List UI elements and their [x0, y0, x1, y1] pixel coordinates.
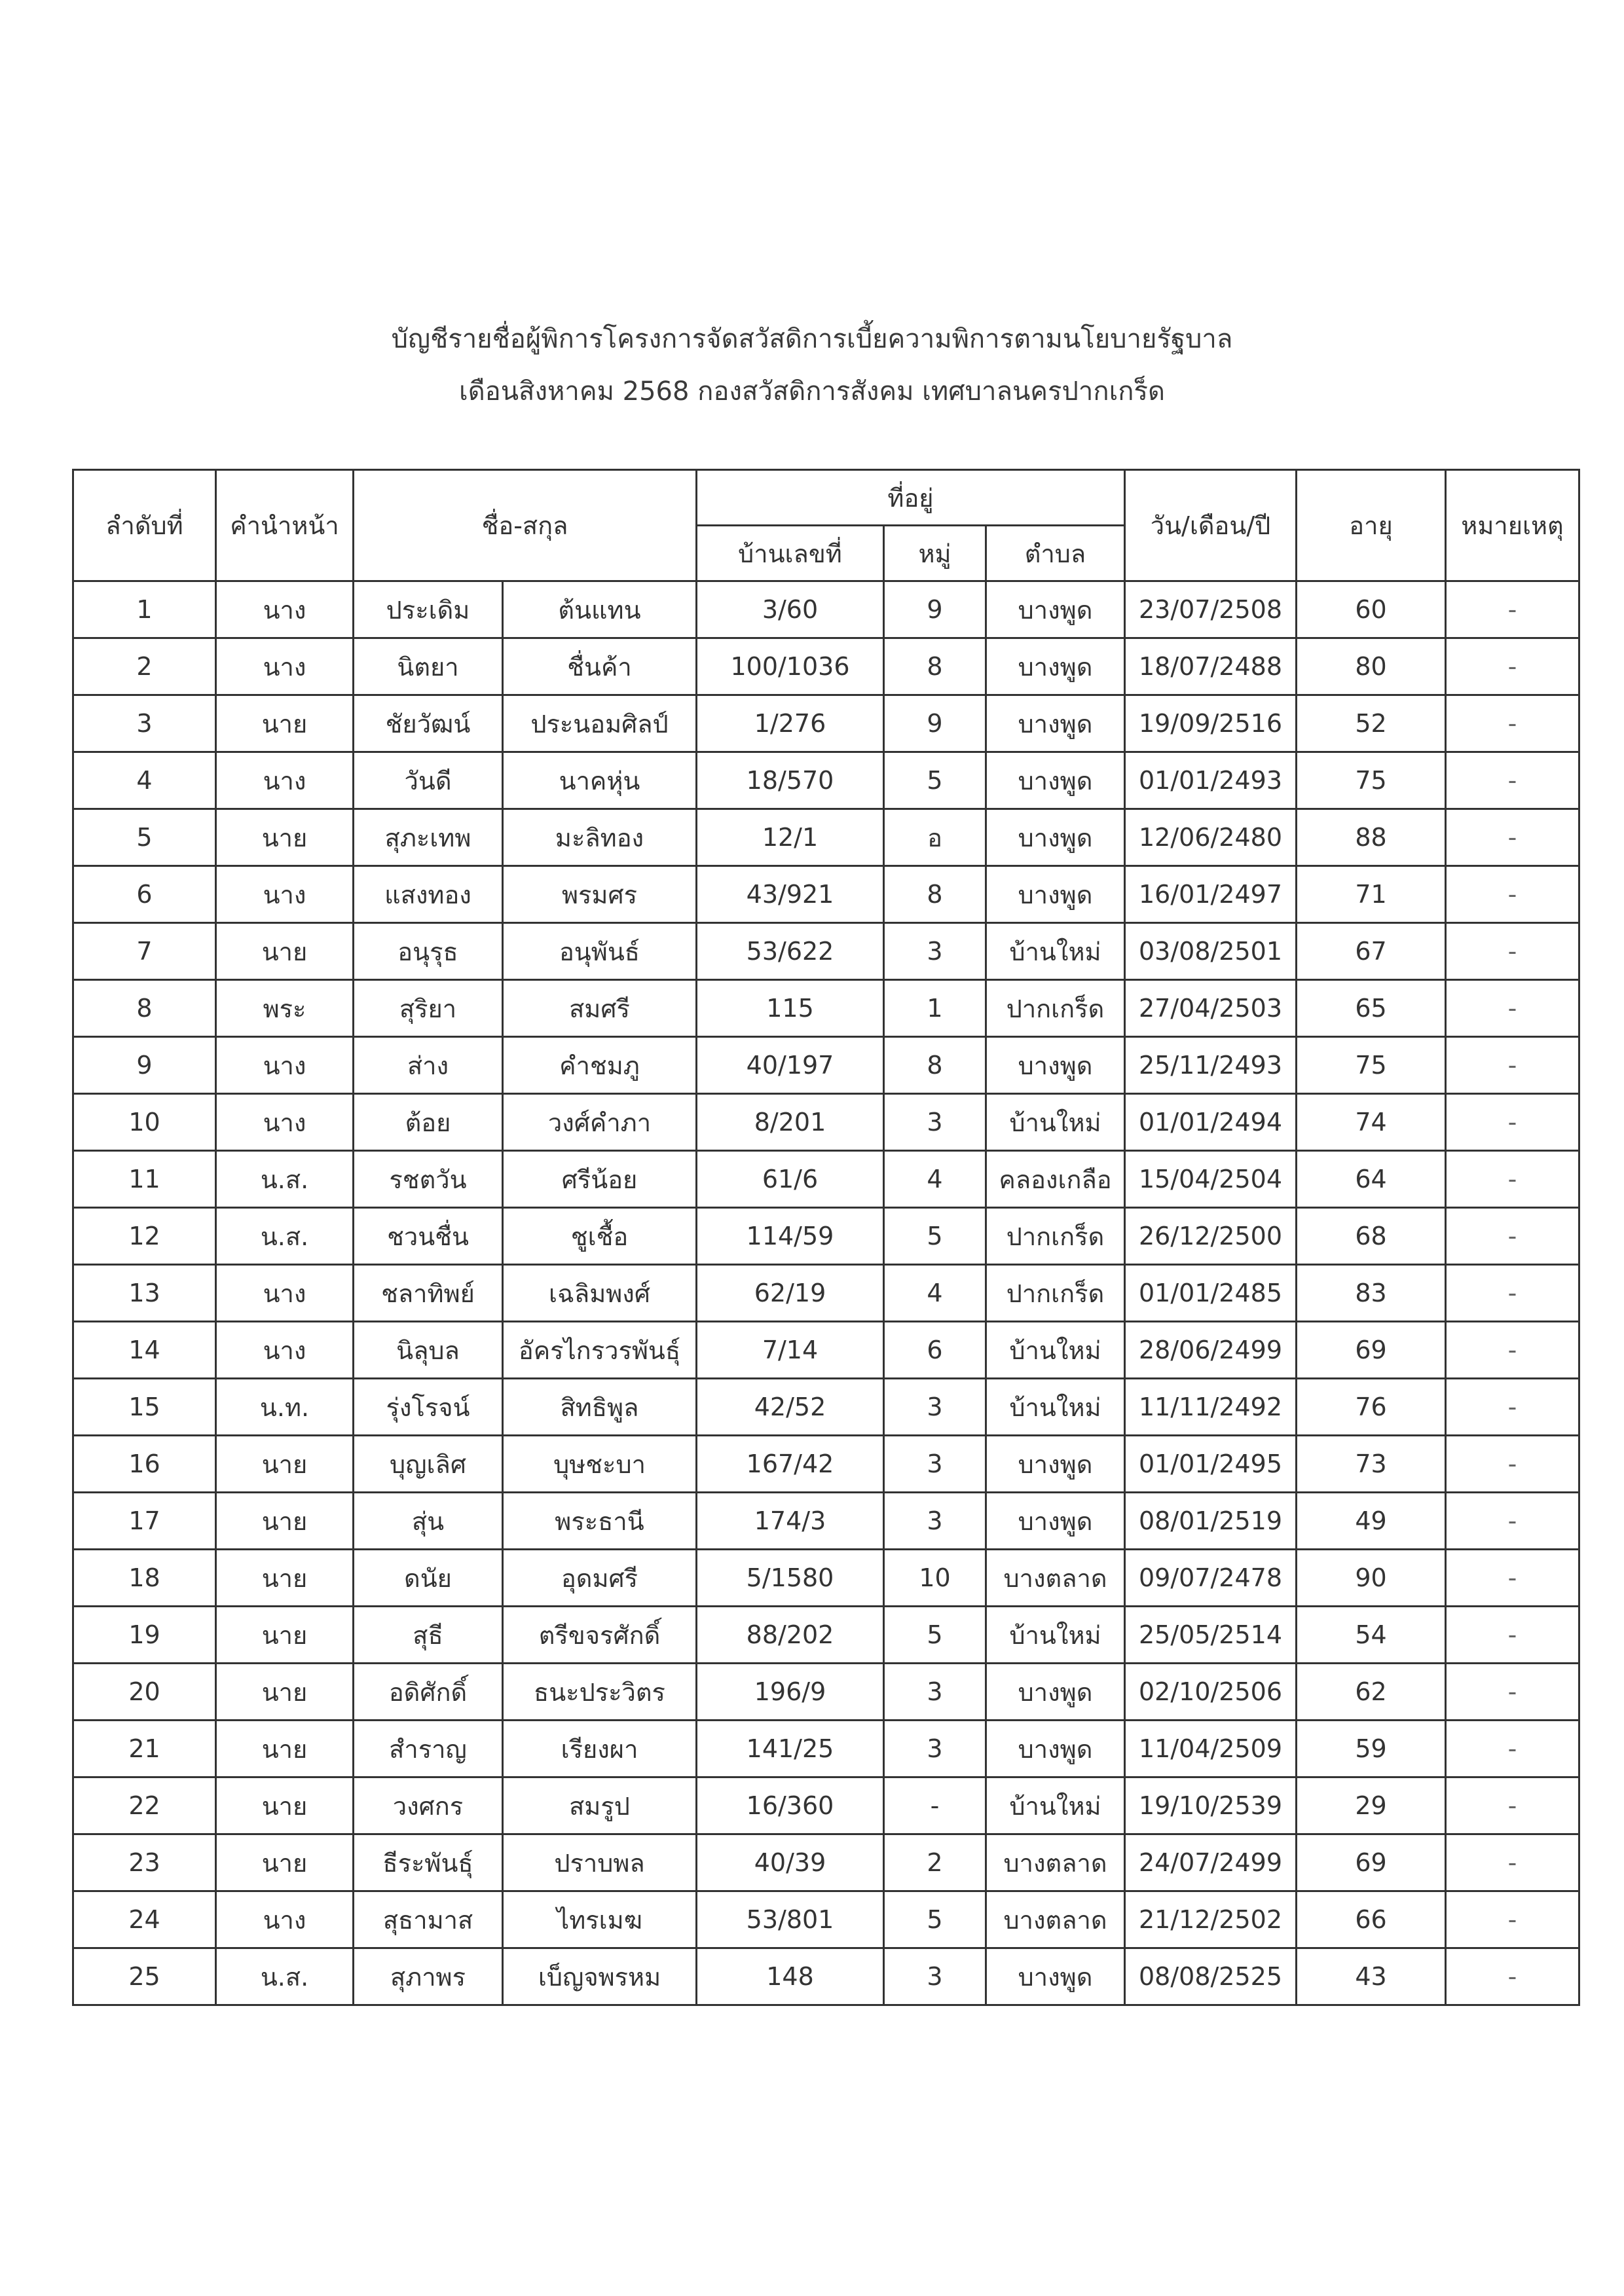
- cell-house-no: 62/19: [697, 1265, 884, 1322]
- cell-age: 52: [1297, 695, 1446, 752]
- cell-dob: 25/11/2493: [1125, 1037, 1297, 1094]
- cell-dob: 08/01/2519: [1125, 1493, 1297, 1550]
- cell-dob: 11/11/2492: [1125, 1379, 1297, 1436]
- cell-first-name: รุ่งโรจน์: [354, 1379, 503, 1436]
- cell-tambon: บางพูด: [986, 581, 1125, 638]
- cell-moo: 3: [884, 1379, 986, 1436]
- cell-house-no: 100/1036: [697, 638, 884, 695]
- cell-last-name: ต้นแทน: [503, 581, 697, 638]
- cell-remark: -: [1446, 923, 1579, 980]
- cell-last-name: อนุพันธ์: [503, 923, 697, 980]
- cell-moo: 8: [884, 1037, 986, 1094]
- cell-prefix: นาย: [216, 695, 354, 752]
- cell-dob: 08/08/2525: [1125, 1948, 1297, 2005]
- cell-age: 67: [1297, 923, 1446, 980]
- cell-age: 62: [1297, 1664, 1446, 1721]
- cell-last-name: เรียงผา: [503, 1721, 697, 1777]
- cell-house-no: 42/52: [697, 1379, 884, 1436]
- cell-last-name: นาคหุ่น: [503, 752, 697, 809]
- cell-house-no: 53/622: [697, 923, 884, 980]
- cell-prefix: น.ส.: [216, 1151, 354, 1208]
- cell-first-name: อดิศักดิ์: [354, 1664, 503, 1721]
- cell-dob: 26/12/2500: [1125, 1208, 1297, 1265]
- cell-no: 14: [73, 1322, 216, 1379]
- cell-no: 16: [73, 1436, 216, 1493]
- cell-age: 66: [1297, 1891, 1446, 1948]
- cell-no: 11: [73, 1151, 216, 1208]
- cell-first-name: ธีระพันธุ์: [354, 1834, 503, 1891]
- cell-remark: -: [1446, 1948, 1579, 2005]
- cell-remark: -: [1446, 1436, 1579, 1493]
- cell-remark: -: [1446, 1777, 1579, 1834]
- cell-remark: -: [1446, 1834, 1579, 1891]
- cell-age: 43: [1297, 1948, 1446, 2005]
- cell-age: 29: [1297, 1777, 1446, 1834]
- cell-first-name: บุญเลิศ: [354, 1436, 503, 1493]
- cell-remark: -: [1446, 752, 1579, 809]
- cell-first-name: ส่าง: [354, 1037, 503, 1094]
- table-body: [73, 581, 1579, 2005]
- cell-house-no: 40/39: [697, 1834, 884, 1891]
- header-dob: วัน/เดือน/ปี: [1125, 470, 1297, 581]
- cell-prefix: นาง: [216, 866, 354, 923]
- cell-moo: 3: [884, 1948, 986, 2005]
- cell-no: 7: [73, 923, 216, 980]
- cell-age: 68: [1297, 1208, 1446, 1265]
- cell-prefix: นาย: [216, 1493, 354, 1550]
- cell-no: 20: [73, 1664, 216, 1721]
- cell-prefix: นาง: [216, 638, 354, 695]
- cell-prefix: นาย: [216, 1777, 354, 1834]
- cell-remark: -: [1446, 581, 1579, 638]
- cell-moo: -: [884, 1777, 986, 1834]
- cell-remark: -: [1446, 1208, 1579, 1265]
- cell-first-name: วันดี: [354, 752, 503, 809]
- cell-no: 24: [73, 1891, 216, 1948]
- cell-remark: -: [1446, 1379, 1579, 1436]
- cell-house-no: 167/42: [697, 1436, 884, 1493]
- table-row: [73, 1550, 1579, 1607]
- cell-dob: 21/12/2502: [1125, 1891, 1297, 1948]
- cell-house-no: 115: [697, 980, 884, 1037]
- cell-dob: 01/01/2494: [1125, 1094, 1297, 1151]
- cell-first-name: นิตยา: [354, 638, 503, 695]
- cell-moo: 2: [884, 1834, 986, 1891]
- table-row: [73, 1436, 1579, 1493]
- cell-last-name: ปราบพล: [503, 1834, 697, 1891]
- cell-last-name: ธนะประวิตร: [503, 1664, 697, 1721]
- cell-tambon: บางพูด: [986, 752, 1125, 809]
- cell-moo: 8: [884, 638, 986, 695]
- cell-remark: -: [1446, 1151, 1579, 1208]
- cell-remark: -: [1446, 1721, 1579, 1777]
- cell-last-name: ชื่นค้า: [503, 638, 697, 695]
- cell-tambon: ปากเกร็ด: [986, 1265, 1125, 1322]
- cell-house-no: 88/202: [697, 1607, 884, 1664]
- cell-remark: -: [1446, 1322, 1579, 1379]
- cell-dob: 12/06/2480: [1125, 809, 1297, 866]
- cell-first-name: ต้อย: [354, 1094, 503, 1151]
- cell-no: 1: [73, 581, 216, 638]
- cell-last-name: พรมศร: [503, 866, 697, 923]
- table-row: [73, 1891, 1579, 1948]
- cell-remark: -: [1446, 866, 1579, 923]
- cell-moo: 3: [884, 1664, 986, 1721]
- header-age: อายุ: [1297, 470, 1446, 581]
- cell-age: 80: [1297, 638, 1446, 695]
- cell-prefix: นาย: [216, 1436, 354, 1493]
- cell-dob: 11/04/2509: [1125, 1721, 1297, 1777]
- cell-prefix: นาง: [216, 752, 354, 809]
- cell-age: 71: [1297, 866, 1446, 923]
- header-tambon: ตำบล: [986, 526, 1125, 581]
- cell-last-name: เบ็ญจพรหม: [503, 1948, 697, 2005]
- cell-age: 74: [1297, 1094, 1446, 1151]
- cell-age: 69: [1297, 1322, 1446, 1379]
- cell-moo: 5: [884, 1208, 986, 1265]
- cell-no: 15: [73, 1379, 216, 1436]
- cell-remark: -: [1446, 980, 1579, 1037]
- cell-moo: 4: [884, 1151, 986, 1208]
- table-row: [73, 1607, 1579, 1664]
- cell-first-name: สุภะเทพ: [354, 809, 503, 866]
- cell-age: 69: [1297, 1834, 1446, 1891]
- cell-first-name: ชลาทิพย์: [354, 1265, 503, 1322]
- cell-last-name: ตรีขจรศักดิ์: [503, 1607, 697, 1664]
- cell-house-no: 61/6: [697, 1151, 884, 1208]
- cell-tambon: บางพูด: [986, 1948, 1125, 2005]
- cell-tambon: บ้านใหม่: [986, 923, 1125, 980]
- table-row: [73, 581, 1579, 638]
- cell-moo: 3: [884, 1721, 986, 1777]
- cell-last-name: บุษชะบา: [503, 1436, 697, 1493]
- cell-tambon: บางพูด: [986, 1493, 1125, 1550]
- cell-first-name: อนุรุธ: [354, 923, 503, 980]
- cell-first-name: สุภาพร: [354, 1948, 503, 2005]
- cell-tambon: บางตลาด: [986, 1834, 1125, 1891]
- cell-no: 13: [73, 1265, 216, 1322]
- table-row: [73, 638, 1579, 695]
- cell-house-no: 196/9: [697, 1664, 884, 1721]
- header-name: ชื่อ-สกุล: [354, 470, 697, 581]
- title-line-1: บัญชีรายชื่อผู้พิการโครงการจัดสวัสดิการเบี้ยความพิการตามนโยบายรัฐบาล: [391, 324, 1233, 354]
- cell-age: 73: [1297, 1436, 1446, 1493]
- cell-prefix: นาย: [216, 1550, 354, 1607]
- table-row: [73, 1322, 1579, 1379]
- cell-no: 10: [73, 1094, 216, 1151]
- cell-tambon: ปากเกร็ด: [986, 980, 1125, 1037]
- cell-no: 18: [73, 1550, 216, 1607]
- cell-moo: 10: [884, 1550, 986, 1607]
- table-header: [73, 470, 1579, 581]
- cell-dob: 02/10/2506: [1125, 1664, 1297, 1721]
- cell-first-name: สุธามาส: [354, 1891, 503, 1948]
- cell-last-name: สิทธิพูล: [503, 1379, 697, 1436]
- cell-dob: 16/01/2497: [1125, 866, 1297, 923]
- cell-tambon: บางตลาด: [986, 1550, 1125, 1607]
- cell-prefix: น.ท.: [216, 1379, 354, 1436]
- header-remark: หมายเหตุ: [1446, 470, 1579, 581]
- cell-age: 75: [1297, 752, 1446, 809]
- cell-prefix: นาย: [216, 1721, 354, 1777]
- table-row: [73, 1721, 1579, 1777]
- cell-house-no: 7/14: [697, 1322, 884, 1379]
- cell-last-name: ประนอมศิลป์: [503, 695, 697, 752]
- cell-prefix: นาง: [216, 1891, 354, 1948]
- table-row: [73, 923, 1579, 980]
- cell-prefix: น.ส.: [216, 1948, 354, 2005]
- cell-first-name: ชัยวัฒน์: [354, 695, 503, 752]
- cell-moo: 4: [884, 1265, 986, 1322]
- cell-moo: อ: [884, 809, 986, 866]
- cell-dob: 01/01/2495: [1125, 1436, 1297, 1493]
- cell-moo: 5: [884, 1607, 986, 1664]
- cell-house-no: 3/60: [697, 581, 884, 638]
- cell-first-name: ดนัย: [354, 1550, 503, 1607]
- table-row: [73, 1834, 1579, 1891]
- cell-prefix: น.ส.: [216, 1208, 354, 1265]
- cell-first-name: ประเดิม: [354, 581, 503, 638]
- cell-age: 59: [1297, 1721, 1446, 1777]
- table-row: [73, 1664, 1579, 1721]
- cell-last-name: อุดมศรี: [503, 1550, 697, 1607]
- table-row: [73, 752, 1579, 809]
- cell-remark: -: [1446, 809, 1579, 866]
- header-no: ลำดับที่: [73, 470, 216, 581]
- cell-dob: 27/04/2503: [1125, 980, 1297, 1037]
- cell-last-name: อัครไกรวรพันธุ์: [503, 1322, 697, 1379]
- table-row: [73, 809, 1579, 866]
- cell-dob: 24/07/2499: [1125, 1834, 1297, 1891]
- document-title: [0, 313, 1624, 418]
- cell-age: 83: [1297, 1265, 1446, 1322]
- cell-no: 6: [73, 866, 216, 923]
- cell-tambon: บางตลาด: [986, 1891, 1125, 1948]
- cell-house-no: 174/3: [697, 1493, 884, 1550]
- title-line-2: เดือนสิงหาคม 2568 กองสวัสดิการสังคม เทศบาลนครปากเกร็ด: [459, 376, 1165, 407]
- cell-first-name: วงศกร: [354, 1777, 503, 1834]
- cell-last-name: สมศรี: [503, 980, 697, 1037]
- cell-age: 90: [1297, 1550, 1446, 1607]
- cell-house-no: 43/921: [697, 866, 884, 923]
- cell-first-name: แสงทอง: [354, 866, 503, 923]
- cell-tambon: คลองเกลือ: [986, 1151, 1125, 1208]
- cell-prefix: นาง: [216, 1265, 354, 1322]
- cell-last-name: มะลิทอง: [503, 809, 697, 866]
- cell-first-name: สุ่น: [354, 1493, 503, 1550]
- disability-roster-table: [72, 469, 1580, 2006]
- cell-no: 8: [73, 980, 216, 1037]
- cell-house-no: 12/1: [697, 809, 884, 866]
- cell-dob: 01/01/2485: [1125, 1265, 1297, 1322]
- table-row: [73, 1777, 1579, 1834]
- cell-first-name: สุริยา: [354, 980, 503, 1037]
- table-row: [73, 980, 1579, 1037]
- cell-tambon: บ้านใหม่: [986, 1094, 1125, 1151]
- cell-house-no: 40/197: [697, 1037, 884, 1094]
- header-prefix: คำนำหน้า: [216, 470, 354, 581]
- table-row: [73, 1151, 1579, 1208]
- cell-last-name: พระธานี: [503, 1493, 697, 1550]
- cell-last-name: คำชมภู: [503, 1037, 697, 1094]
- cell-prefix: นาย: [216, 923, 354, 980]
- cell-first-name: สุธี: [354, 1607, 503, 1664]
- cell-house-no: 148: [697, 1948, 884, 2005]
- cell-moo: 3: [884, 1094, 986, 1151]
- cell-dob: 03/08/2501: [1125, 923, 1297, 980]
- cell-dob: 19/10/2539: [1125, 1777, 1297, 1834]
- cell-dob: 23/07/2508: [1125, 581, 1297, 638]
- cell-house-no: 53/801: [697, 1891, 884, 1948]
- cell-prefix: นาง: [216, 581, 354, 638]
- cell-remark: -: [1446, 1265, 1579, 1322]
- cell-dob: 01/01/2493: [1125, 752, 1297, 809]
- cell-moo: 3: [884, 1436, 986, 1493]
- cell-prefix: นาง: [216, 1037, 354, 1094]
- cell-prefix: พระ: [216, 980, 354, 1037]
- cell-tambon: บางพูด: [986, 1721, 1125, 1777]
- table-row: [73, 1037, 1579, 1094]
- cell-moo: 5: [884, 1891, 986, 1948]
- cell-house-no: 5/1580: [697, 1550, 884, 1607]
- cell-last-name: วงศ์คำภา: [503, 1094, 697, 1151]
- cell-no: 21: [73, 1721, 216, 1777]
- cell-last-name: สมรูป: [503, 1777, 697, 1834]
- cell-age: 49: [1297, 1493, 1446, 1550]
- cell-moo: 5: [884, 752, 986, 809]
- table-row: [73, 1379, 1579, 1436]
- cell-tambon: บางพูด: [986, 866, 1125, 923]
- cell-age: 54: [1297, 1607, 1446, 1664]
- cell-house-no: 8/201: [697, 1094, 884, 1151]
- cell-no: 3: [73, 695, 216, 752]
- cell-no: 23: [73, 1834, 216, 1891]
- cell-tambon: บางพูด: [986, 1664, 1125, 1721]
- cell-tambon: บางพูด: [986, 809, 1125, 866]
- header-moo: หมู่: [884, 526, 986, 581]
- table-row: [73, 1948, 1579, 2005]
- cell-no: 4: [73, 752, 216, 809]
- cell-moo: 1: [884, 980, 986, 1037]
- cell-no: 22: [73, 1777, 216, 1834]
- cell-dob: 25/05/2514: [1125, 1607, 1297, 1664]
- table-row: [73, 866, 1579, 923]
- cell-remark: -: [1446, 695, 1579, 752]
- table-row: [73, 1493, 1579, 1550]
- cell-dob: 28/06/2499: [1125, 1322, 1297, 1379]
- cell-moo: 3: [884, 1493, 986, 1550]
- cell-no: 19: [73, 1607, 216, 1664]
- cell-no: 17: [73, 1493, 216, 1550]
- cell-house-no: 114/59: [697, 1208, 884, 1265]
- cell-first-name: นิลุบล: [354, 1322, 503, 1379]
- cell-remark: -: [1446, 1493, 1579, 1550]
- cell-house-no: 141/25: [697, 1721, 884, 1777]
- cell-house-no: 16/360: [697, 1777, 884, 1834]
- cell-age: 65: [1297, 980, 1446, 1037]
- cell-dob: 19/09/2516: [1125, 695, 1297, 752]
- cell-last-name: เฉลิมพงศ์: [503, 1265, 697, 1322]
- cell-last-name: ศรีน้อย: [503, 1151, 697, 1208]
- cell-age: 75: [1297, 1037, 1446, 1094]
- cell-tambon: บางพูด: [986, 638, 1125, 695]
- header-address: ที่อยู่: [697, 470, 1125, 526]
- cell-last-name: ชูเชื้อ: [503, 1208, 697, 1265]
- cell-prefix: นาย: [216, 1834, 354, 1891]
- cell-moo: 6: [884, 1322, 986, 1379]
- cell-remark: -: [1446, 1607, 1579, 1664]
- cell-prefix: นาย: [216, 1664, 354, 1721]
- table-row: [73, 695, 1579, 752]
- cell-dob: 15/04/2504: [1125, 1151, 1297, 1208]
- cell-age: 76: [1297, 1379, 1446, 1436]
- cell-tambon: บ้านใหม่: [986, 1777, 1125, 1834]
- cell-remark: -: [1446, 1891, 1579, 1948]
- cell-tambon: บางพูด: [986, 695, 1125, 752]
- cell-prefix: นาย: [216, 809, 354, 866]
- cell-tambon: บางพูด: [986, 1037, 1125, 1094]
- table-row: [73, 1208, 1579, 1265]
- cell-remark: -: [1446, 1550, 1579, 1607]
- cell-dob: 18/07/2488: [1125, 638, 1297, 695]
- cell-no: 5: [73, 809, 216, 866]
- cell-moo: 3: [884, 923, 986, 980]
- cell-first-name: ชวนชื่น: [354, 1208, 503, 1265]
- table-row: [73, 1265, 1579, 1322]
- cell-no: 25: [73, 1948, 216, 2005]
- table-row: [73, 1094, 1579, 1151]
- cell-prefix: นาง: [216, 1322, 354, 1379]
- cell-first-name: รชตวัน: [354, 1151, 503, 1208]
- cell-moo: 9: [884, 581, 986, 638]
- cell-moo: 9: [884, 695, 986, 752]
- cell-age: 60: [1297, 581, 1446, 638]
- cell-tambon: บ้านใหม่: [986, 1607, 1125, 1664]
- cell-age: 88: [1297, 809, 1446, 866]
- cell-dob: 09/07/2478: [1125, 1550, 1297, 1607]
- cell-no: 9: [73, 1037, 216, 1094]
- cell-tambon: ปากเกร็ด: [986, 1208, 1125, 1265]
- cell-no: 2: [73, 638, 216, 695]
- cell-first-name: สำราญ: [354, 1721, 503, 1777]
- cell-prefix: นาง: [216, 1094, 354, 1151]
- cell-remark: -: [1446, 1664, 1579, 1721]
- cell-no: 12: [73, 1208, 216, 1265]
- cell-tambon: บางพูด: [986, 1436, 1125, 1493]
- cell-age: 64: [1297, 1151, 1446, 1208]
- cell-house-no: 18/570: [697, 752, 884, 809]
- cell-remark: -: [1446, 638, 1579, 695]
- cell-last-name: ไทรเมฆ: [503, 1891, 697, 1948]
- cell-tambon: บ้านใหม่: [986, 1379, 1125, 1436]
- cell-moo: 8: [884, 866, 986, 923]
- cell-remark: -: [1446, 1037, 1579, 1094]
- cell-house-no: 1/276: [697, 695, 884, 752]
- cell-prefix: นาย: [216, 1607, 354, 1664]
- cell-tambon: บ้านใหม่: [986, 1322, 1125, 1379]
- header-house-no: บ้านเลขที่: [697, 526, 884, 581]
- cell-remark: -: [1446, 1094, 1579, 1151]
